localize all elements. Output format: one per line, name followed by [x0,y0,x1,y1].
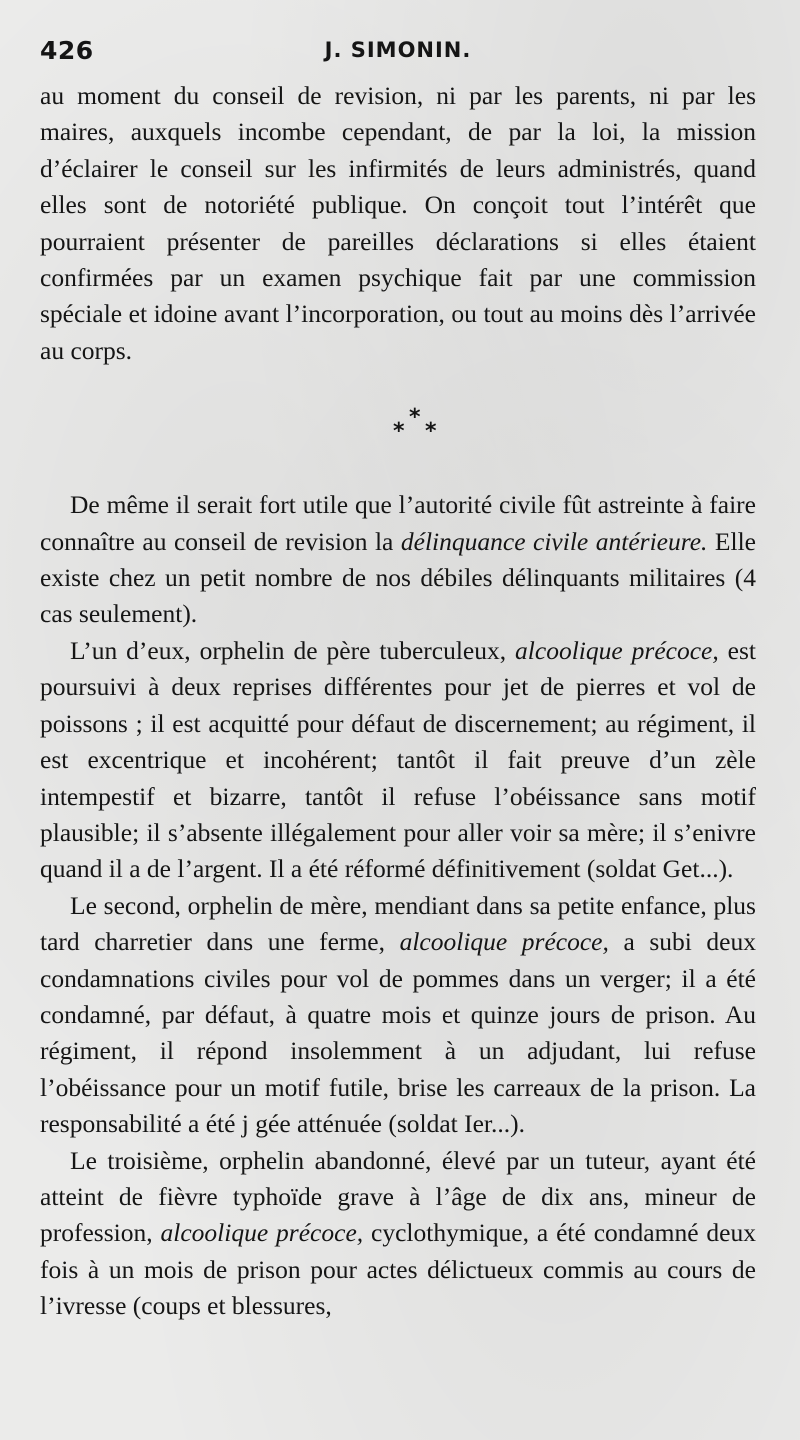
paragraph-3-text-b: est poursuivi à deux reprises différentes pour jet de pierres et vol de poissons ; il est acquitté pour défaut de discernement; au régiment, il est excentrique et incohérent; tantôt il fait preuve d’un zèle intempestif et bizarre, tantôt il refuse l’obéissance sans motif plausible; il s’absente illégalement pour aller voir sa mère; il s’enivre quand il a de l’argent. Il a été réformé définitivement (soldat Get...). [40,635,756,884]
paragraph-3-italic: alcoolique précoce, [515,635,719,665]
paragraph-5-text-a: Le troisième, orphelin abandonné, élevé par un tuteur, ayant été atteint de fièvre typhoïde grave à l’âge de dix ans, mineur de profession, [40,1145,756,1248]
paragraph-4 [40,888,756,1143]
asterism-star: * [409,405,421,431]
paragraph-2-text-b: Elle existe chez un petit nombre de nos débiles délinquants militaires (4 cas seulement). [40,526,756,629]
paragraph-5 [40,1143,756,1325]
asterism-star: * [425,419,437,445]
paragraph-4-italic: alcoolique précoce, [399,927,609,957]
page-header [40,34,756,72]
paragraph-4-text-b: a subi deux condamnations civiles pour vol de pommes dans un verger; il a été condamné, par défaut, à quatre mois et quinze jours de prison. Au régiment, il répond insolemment à un adjudant, lui refuse l’obéissance pour un motif futile, brise les carreaux de la prison. La responsabilité a été j gée atténuée (soldat Ier...). [40,927,756,1139]
paragraph-2-text-a: De même il serait fort utile que l’autorité civile fût astreinte à faire connaître au conseil de revision la [40,490,756,556]
paragraph-3-text-a: L’un d’eux, orphelin de père tuberculeux, [70,635,516,665]
paragraph-2 [40,487,756,633]
section-separator [40,369,756,487]
paragraph-1: au moment du conseil de revision, ni par les parents, ni par les maires, auxquels incombe cependant, de par la loi, la mission d’éclairer le conseil sur les infirmités de leurs administrés, quand elles sont de notoriété publique. On conçoit tout l’intérêt que pourraient présenter de pareilles déclarations si elles étaient confirmées par un examen psychique fait par une commission spéciale et idoine avant l’incorporation, ou tout au moins dès l’arrivée au corps. [40,81,756,365]
paragraph-5-text-b: cyclothymique, a été condamné deux fois à un mois de prison pour actes délictueux commis au cours de l’ivresse (coups et blessures, [40,1218,756,1321]
paragraph-4-text-a: Le second, orphelin de mère, mendiant dans sa petite enfance, plus tard charretier dans une ferme, [40,890,756,957]
paragraph-3 [40,633,756,888]
paragraph-5-italic: alcoolique précoce, [160,1218,364,1248]
page-number: 426 [40,36,94,65]
running-head: J. SIMONIN. [324,38,472,62]
paragraph-2-italic: délinquance civile antérieure. [400,526,708,556]
asterism-star: * [393,419,405,445]
